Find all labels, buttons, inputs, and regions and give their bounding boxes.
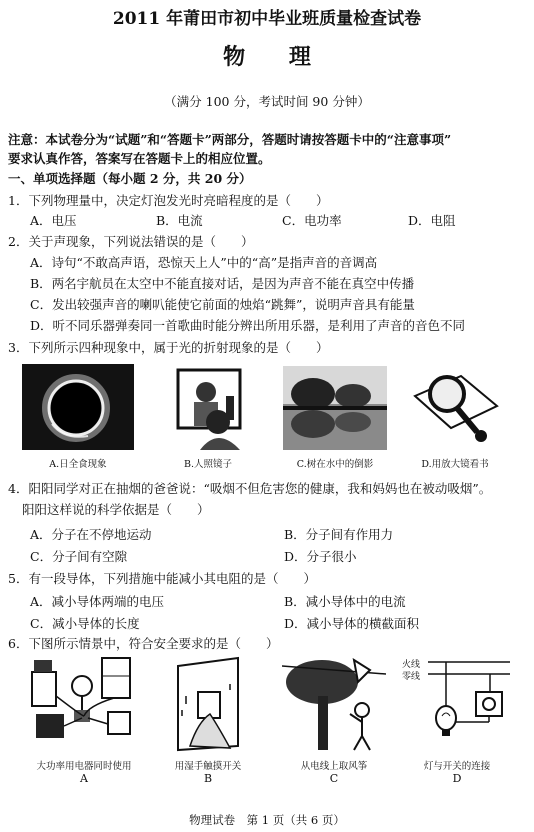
figure-magnifier [405, 366, 505, 450]
wire-label-live: 火线 [402, 660, 421, 670]
q3-caption-a: A.日全食现象 [49, 459, 107, 470]
figure-lamp-switch-wiring [402, 656, 512, 752]
q6-letter-b: B [203, 772, 213, 785]
q2-stem: 2．关于声现象，下列说法错误的是（ ） [8, 234, 254, 249]
q2-option-d: D．听不同乐器弹奏同一首歌曲时能分辨出所用乐器，是利用了声音的音色不同 [30, 318, 466, 333]
q4-option-d: D．分子很小 [284, 549, 357, 564]
q6-caption-a: 大功率用电器同时使用 [36, 761, 132, 772]
exam-info: （满分 100 分，考试时间 90 分钟） [164, 94, 370, 109]
figure-mirror [160, 366, 256, 450]
section-heading: 一、单项选择题（每小题 2 分，共 20 分） [8, 171, 252, 186]
q6-stem: 6．下图所示情景中，符合安全要求的是（ ） [8, 636, 279, 651]
q4-option-a: A．分子在不停地运动 [30, 527, 152, 542]
q6-caption-b: 用湿手触摸开关 [174, 761, 242, 772]
q5-option-a: A．减小导体两端的电压 [30, 594, 165, 609]
figure-wet-hand-switch [160, 656, 256, 752]
q4-option-c: C．分子间有空隙 [30, 549, 128, 564]
q5-option-b: B．减小导体中的电流 [284, 594, 406, 609]
q3-caption-d: D.用放大镜看书 [421, 459, 489, 470]
q1-option-a: A．电压 [30, 213, 77, 228]
q6-letter-c: C [329, 772, 339, 785]
q1-option-b: B．电流 [156, 213, 203, 228]
q1-option-c: C．电功率 [282, 213, 342, 228]
subject-title: 物 理 [223, 44, 329, 70]
figure-tree-reflection [283, 366, 387, 450]
q4-option-b: B．分子间有作用力 [284, 527, 394, 542]
q3-caption-c: C.树在水中的倒影 [296, 459, 374, 470]
q2-option-c: C．发出较强声音的喇叭能使它前面的烛焰“跳舞”，说明声音具有能量 [30, 297, 415, 312]
q5-stem: 5．有一段导体，下列措施中能减小其电阻的是（ ） [8, 571, 316, 586]
q5-option-d: D．减小导体的横截面积 [284, 616, 420, 631]
q2-option-a: A．诗句“不敢高声语，恐惊天上人”中的“高”是指声音的音调高 [30, 255, 378, 270]
notice-line-1: 注意：本试卷分为“试题”和“答题卡”两部分，答题时请按答题卡中的“注意事项” [8, 132, 452, 147]
exam-title: 2011 年莆田市初中毕业班质量检查试卷 [112, 9, 422, 29]
page-footer: 物理试卷 第 1 页（共 6 页） [189, 813, 345, 827]
q2-option-b: B．两名宇航员在太空中不能直接对话，是因为声音不能在真空中传播 [30, 276, 415, 291]
q6-caption-c: 从电线上取风筝 [300, 761, 368, 772]
q3-stem: 3．下列所示四种现象中，属于光的折射现象的是（ ） [8, 340, 329, 355]
figure-solar-eclipse [22, 364, 134, 450]
q4-stem-line-1: 4．阳阳同学对正在抽烟的爸爸说：“吸烟不但危害您的健康，我和妈妈也在被动吸烟”。 [8, 481, 492, 496]
figure-appliances [28, 656, 140, 752]
q1-stem: 1．下列物理量中，决定灯泡发光时亮暗程度的是（ ） [8, 193, 329, 208]
q6-letter-a: A [80, 772, 88, 785]
q5-option-c: C．减小导体的长度 [30, 616, 140, 631]
q6-caption-d: 灯与开关的连接 [423, 761, 491, 772]
q4-stem-line-2: 阳阳这样说的科学依据是（ ） [22, 502, 210, 517]
figure-kite-powerline [282, 656, 386, 752]
q1-option-d: D．电阻 [408, 213, 456, 228]
q6-letter-d: D [452, 772, 462, 785]
q3-caption-b: B.人照镜子 [183, 459, 232, 470]
wire-label-neutral: 零线 [402, 672, 421, 682]
notice-line-2: 要求认真作答，答案写在答题卡上的相应位置。 [8, 151, 271, 166]
